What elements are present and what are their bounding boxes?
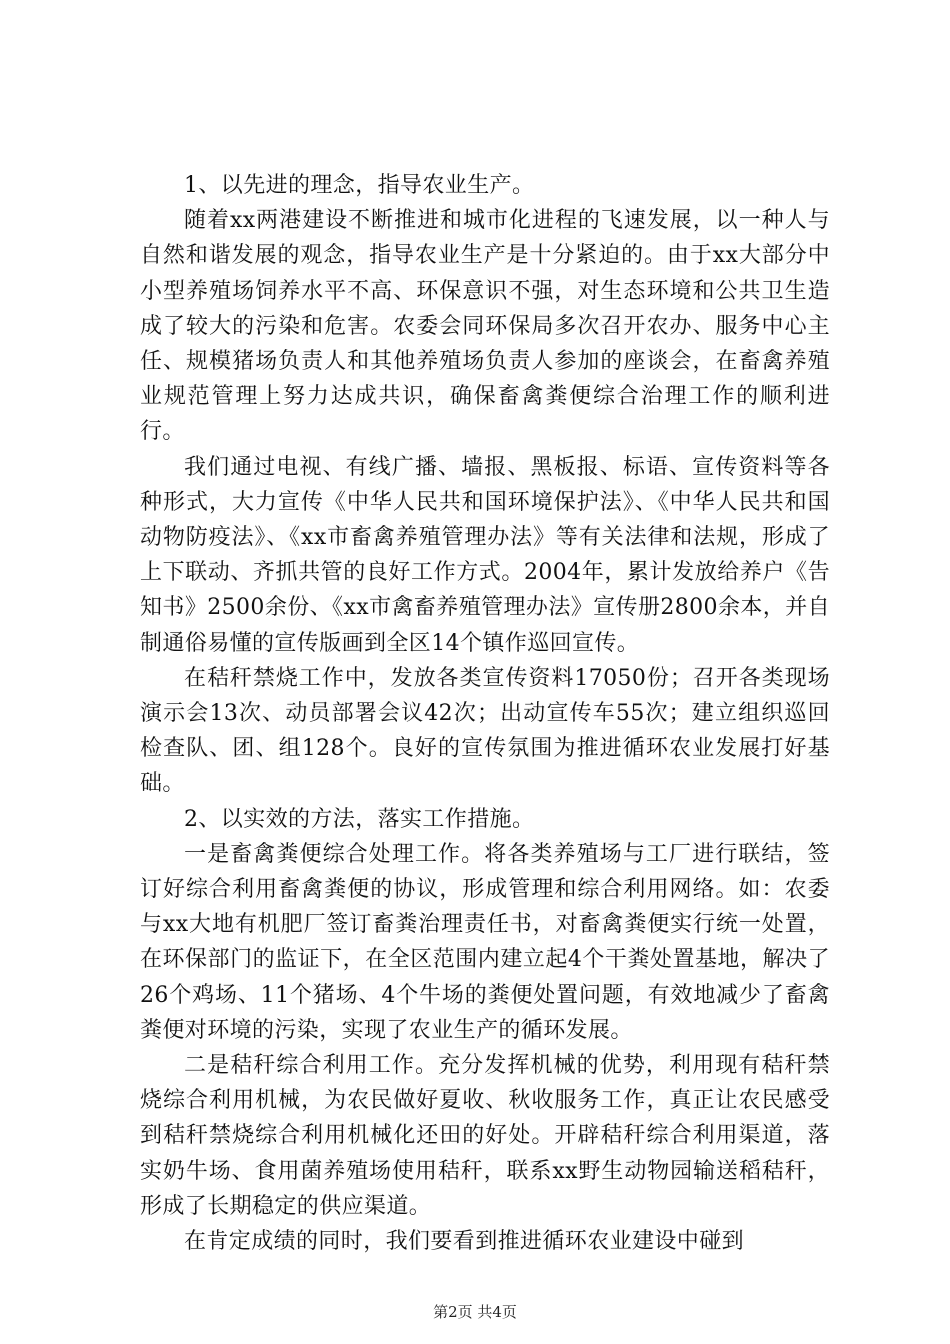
paragraph-heading-2: 2、以实效的方法，落实工作措施。 xyxy=(184,806,535,832)
paragraph: 在秸秆禁烧工作中，发放各类宣传资料17050份；召开各类现场演示会13次、动员部署会议42次；出动宣传车55次；建立组织巡回检查队、团、组128个。良好的宣传氛围为推进循环农业发展打好基础。 xyxy=(140,665,830,797)
paragraph: 随着xx两港建设不断推进和城市化进程的飞速发展，以一种人与自然和谐发展的观念，指导农业生产是十分紧迫的。由于xx大部分中小型养殖场饲养水平不高、环保意识不强，对生态环境和公共卫生造成了较大的污染和危害。农委会同环保局多次召开农办、服务中心主任、规模猪场负责人和其他养殖场负责人参加的座谈会，在畜禽养殖业规范管理上努力达成共识，确保畜禽粪便综合治理工作的顺利进行。 xyxy=(140,208,830,445)
paragraph-heading-1: 1、以先进的理念，指导农业生产。 xyxy=(184,173,535,198)
page-number-label: 第2页 共4页 xyxy=(433,1303,517,1321)
paragraph: 我们通过电视、有线广播、墙报、黑板报、标语、宣传资料等各种形式，大力宣传《中华人民共和国环境保护法》、《中华人民共和国动物防疫法》、《xx市畜禽养殖管理办法》等有关法律和法规，形成了上下联动、齐抓共管的良好工作方式。2004年，累计发放给养户《告知书》2500余份、《xx市禽畜养殖管理办法》宣传册2800余本，并自制通俗易懂的宣传版画到全区14个镇作巡回宣传。 xyxy=(140,454,830,656)
paragraph: 一是畜禽粪便综合处理工作。将各类养殖场与工厂进行联结，签订好综合利用畜禽粪便的协议，形成管理和综合利用网络。如：农委与xx大地有机肥厂签订畜粪治理责任书，对畜禽粪便实行统一处置，在环保部门的监证下，在全区范围内建立起4个干粪处置基地，解决了26个鸡场、11个猪场、4个牛场的粪便处置问题，有效地减少了畜禽粪便对环境的污染，实现了农业生产的循环发展。 xyxy=(140,841,830,1043)
page-footer xyxy=(0,1302,950,1322)
document-body xyxy=(140,168,830,1259)
paragraph: 二是秸秆综合利用工作。充分发挥机械的优势，利用现有秸秆禁烧综合利用机械，为农民做好夏收、秋收服务工作，真正让农民感受到秸秆禁烧综合利用机械化还田的好处。开辟秸秆综合利用渠道，落实奶牛场、食用菌养殖场使用秸秆，联系xx野生动物园输送稻秸秆，形成了长期稳定的供应渠道。 xyxy=(140,1053,830,1219)
paragraph: 在肯定成绩的同时，我们要看到推进循环农业建设中碰到 xyxy=(184,1229,745,1255)
